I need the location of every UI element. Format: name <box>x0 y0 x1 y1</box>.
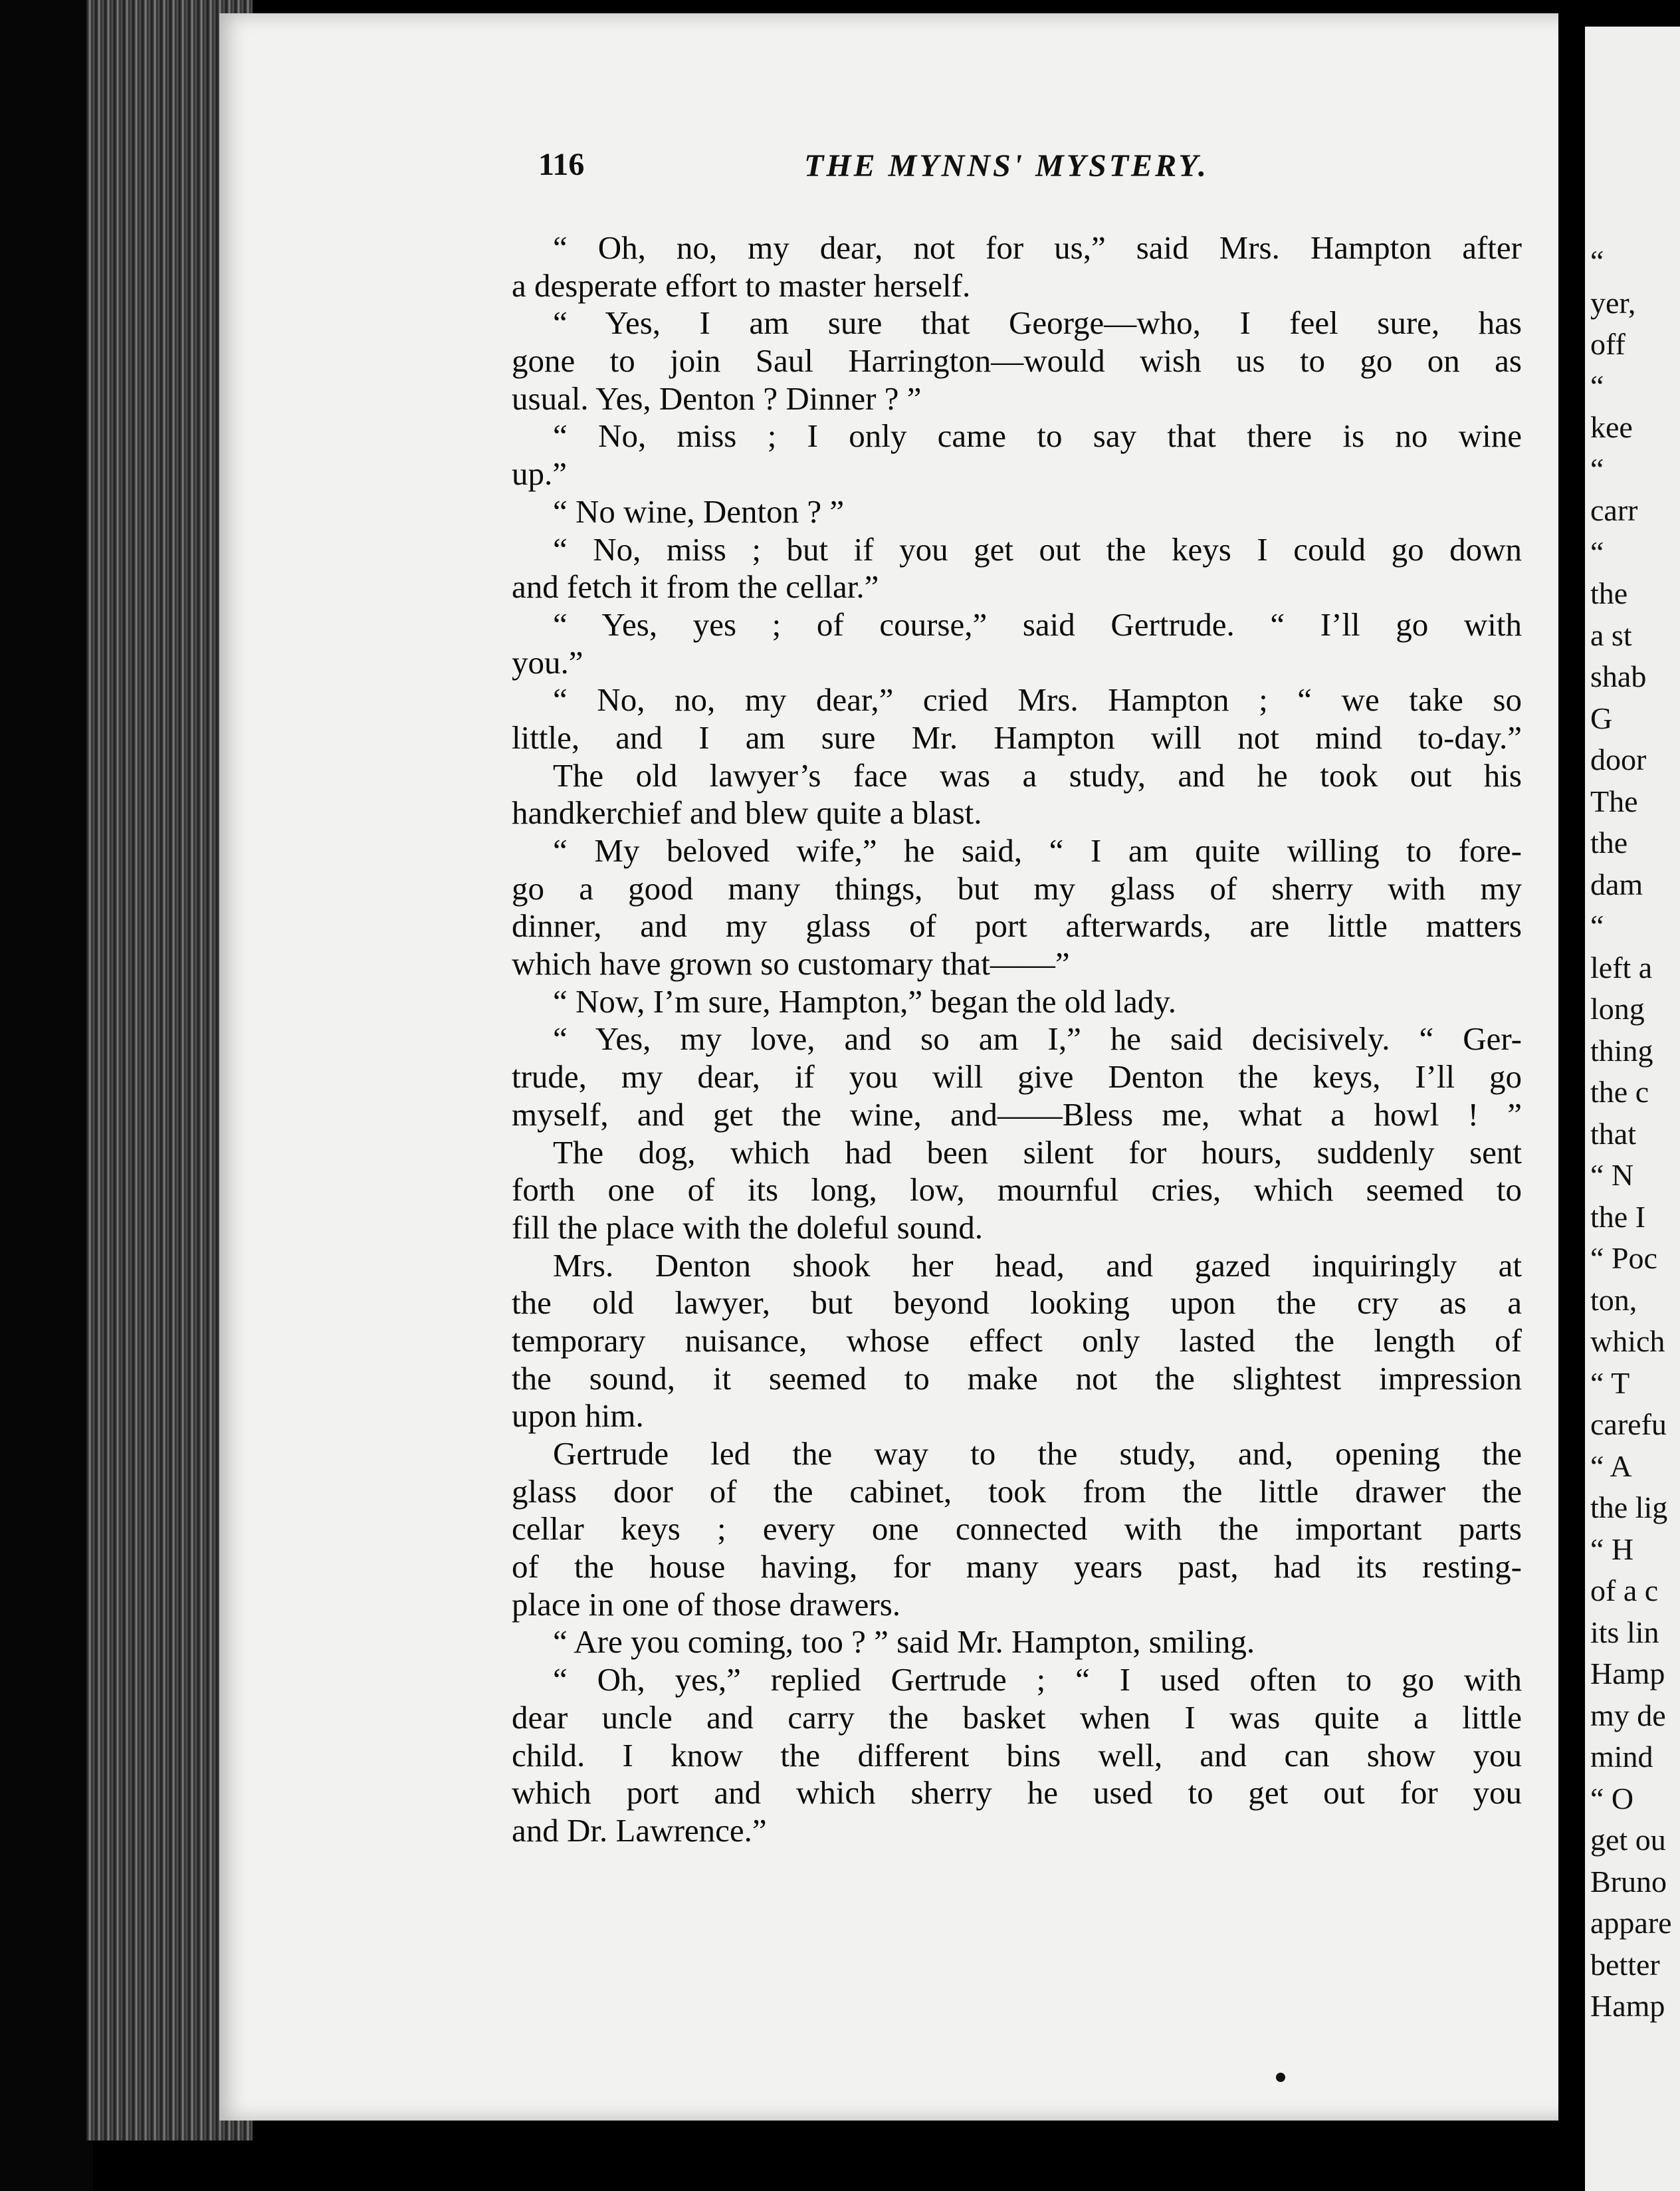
text-line: up.” <box>512 455 567 493</box>
text-line: “ Yes, yes ; of course,” said Gertrude. “ I’ll go with <box>553 606 1522 643</box>
text-line: Mrs. Denton shook her head, and gazed inquiringly at <box>553 1246 1522 1284</box>
text-line: “ No, no, my dear,” cried Mrs. Hampton ; “ we take so <box>553 681 1522 719</box>
facing-text-fragment: “ H <box>1590 1532 1634 1566</box>
facing-text-fragment: get ou <box>1590 1823 1666 1857</box>
facing-text-fragment: kee <box>1590 410 1633 444</box>
facing-text-fragment: appare <box>1590 1906 1672 1940</box>
facing-text-fragment: G <box>1590 701 1613 735</box>
text-line: gone to join Saul Harrington—would wish us to go on as <box>512 342 1522 380</box>
text-line: “ No, miss ; but if you get out the keys I could go down <box>553 530 1522 568</box>
text-line: “ Oh, no, my dear, not for us,” said Mrs. Hampton after <box>553 229 1522 266</box>
facing-text-fragment: “ <box>1590 368 1604 403</box>
facing-text-fragment: “ <box>1590 451 1604 486</box>
text-line: “ No, miss ; I only came to say that there is no wine <box>553 417 1522 455</box>
facing-text-fragment: long <box>1590 992 1645 1026</box>
text-line: of the house having, for many years past, had its resting- <box>512 1548 1522 1585</box>
text-line: fill the place with the doleful sound. <box>512 1209 983 1246</box>
facing-text-fragment: the <box>1590 576 1628 610</box>
facing-text-fragment: “ Poc <box>1590 1241 1657 1275</box>
facing-page-edge <box>1585 27 1680 2191</box>
facing-text-fragment: of a c <box>1590 1573 1659 1607</box>
facing-text-fragment: the lig <box>1590 1490 1668 1524</box>
facing-text-fragment: The <box>1590 784 1638 818</box>
facing-text-fragment: “ A <box>1590 1448 1632 1483</box>
facing-text-fragment: “ N <box>1590 1158 1634 1192</box>
facing-text-fragment: door <box>1590 743 1647 776</box>
text-line: “ No wine, Denton ? ” <box>553 493 845 530</box>
facing-text-fragment: Hamp <box>1590 1657 1665 1690</box>
text-line: trude, my dear, if you will give Denton the keys, I’ll go <box>512 1058 1522 1096</box>
facing-text-fragment: carefu <box>1590 1407 1667 1441</box>
text-line: dear uncle and carry the basket when I was quite a little <box>512 1698 1522 1736</box>
facing-text-fragment: mind <box>1590 1740 1653 1774</box>
facing-text-fragment: “ <box>1590 909 1604 943</box>
facing-text-fragment: the c <box>1590 1075 1649 1109</box>
text-line: a desperate effort to master herself. <box>512 267 971 304</box>
text-line: child. I know the different bins well, and can show you <box>512 1736 1522 1774</box>
facing-text-fragment: off <box>1590 327 1626 361</box>
facing-text-fragment: the I <box>1590 1199 1646 1234</box>
text-line: upon him. <box>512 1397 644 1435</box>
text-line: dinner, and my glass of port afterwards, are little matters <box>512 907 1522 945</box>
ink-speck <box>1276 2073 1285 2082</box>
facing-text-fragment: its lin <box>1590 1615 1659 1649</box>
facing-text-fragment: “ O <box>1590 1781 1634 1815</box>
facing-text-fragment: that <box>1590 1116 1636 1151</box>
text-line: “ Yes, my love, and so am I,” he said decisively. “ Ger- <box>553 1020 1522 1058</box>
text-line: go a good many things, but my glass of sherry with my <box>512 869 1522 907</box>
facing-text-fragment: the <box>1590 826 1628 860</box>
text-line: “ Oh, yes,” replied Gertrude ; “ I used often to go with <box>553 1661 1522 1698</box>
facing-text-fragment: which <box>1590 1324 1665 1358</box>
facing-text-fragment: better <box>1590 1947 1660 1982</box>
text-line: temporary nuisance, whose effect only lasted the length of <box>512 1322 1522 1359</box>
page-number: 116 <box>538 147 585 182</box>
text-line: “ Now, I’m sure, Hampton,” began the old lady. <box>553 982 1176 1020</box>
text-line: the sound, it seemed to make not the slightest impression <box>512 1359 1522 1397</box>
text-line: “ My beloved wife,” he said, “ I am quite willing to fore- <box>553 832 1522 869</box>
text-line: myself, and get the wine, and——Bless me, what a howl ! ” <box>512 1096 1522 1133</box>
facing-text-fragment: my de <box>1590 1698 1666 1732</box>
running-title: THE MYNNS' MYSTERY. <box>804 148 1209 183</box>
text-line: place in one of those drawers. <box>512 1585 901 1623</box>
facing-text-fragment: “ <box>1590 244 1604 278</box>
body-text <box>512 229 1522 1850</box>
facing-text-fragment: yer, <box>1590 285 1636 320</box>
text-line: you.” <box>512 643 583 681</box>
facing-text-fragment: Bruno <box>1590 1864 1667 1899</box>
text-line: usual. Yes, Denton ? Dinner ? ” <box>512 380 922 417</box>
facing-text-fragment: carr <box>1590 493 1638 527</box>
text-line: “ Are you coming, too ? ” said Mr. Hampton, smiling. <box>553 1623 1255 1661</box>
text-line: which have grown so customary that——” <box>512 945 1070 982</box>
text-line: the old lawyer, but beyond looking upon the cry as a <box>512 1284 1522 1322</box>
text-line: forth one of its long, low, mournful cries, which seemed to <box>512 1171 1522 1209</box>
facing-text-fragment: “ T <box>1590 1365 1630 1400</box>
facing-text-fragment: Hamp <box>1590 1989 1665 2023</box>
facing-text-fragment: shab <box>1590 659 1647 693</box>
text-line: and Dr. Lawrence.” <box>512 1811 767 1849</box>
text-line: “ Yes, I am sure that George—who, I feel sure, has <box>553 304 1522 342</box>
facing-text-fragment: dam <box>1590 867 1643 901</box>
text-line: which port and which sherry he used to get out for you <box>512 1774 1522 1811</box>
facing-text-fragment: a st <box>1590 618 1632 652</box>
text-line: little, and I am sure Mr. Hampton will not mind to-day.” <box>512 719 1522 756</box>
text-line: The dog, which had been silent for hours, suddenly sent <box>553 1133 1522 1171</box>
facing-text-fragment: ton, <box>1590 1282 1637 1317</box>
facing-text-fragment: “ <box>1590 534 1604 569</box>
facing-text-fragment: left a <box>1590 950 1653 984</box>
text-line: handkerchief and blew quite a blast. <box>512 794 982 832</box>
text-line: cellar keys ; every one connected with the important parts <box>512 1510 1522 1548</box>
text-line: The old lawyer’s face was a study, and he took out his <box>553 756 1522 794</box>
text-line: and fetch it from the cellar.” <box>512 568 879 606</box>
facing-text-fragment: thing <box>1590 1033 1653 1068</box>
binding-shadow <box>0 0 93 2191</box>
text-line: glass door of the cabinet, took from the little drawer the <box>512 1472 1522 1510</box>
text-line: Gertrude led the way to the study, and, opening the <box>553 1435 1522 1472</box>
